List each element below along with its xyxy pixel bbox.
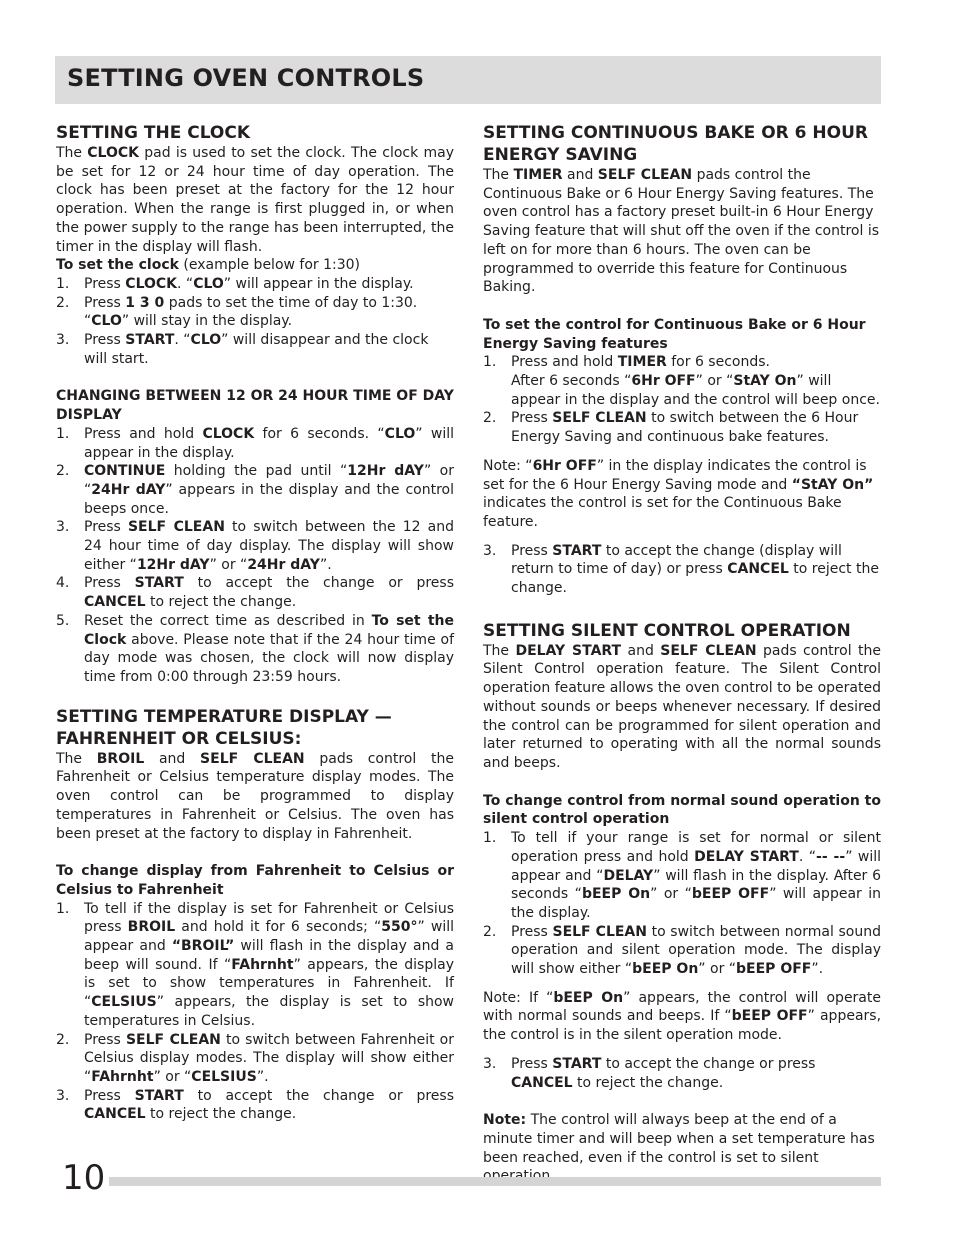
step-number: 4.: [56, 575, 70, 592]
bold-term: SELF CLEAN: [552, 410, 647, 427]
silent-final-note: Note: The control will always beep at the end of a minute timer and will beep when a set temperature has been reached, even if the control is set to silent: [483, 1112, 875, 1166]
step-text: To tell if your range is set for normal or silent operation press and hold DELAY START. “-- --” will appear and “DELAY” will flash in the display. After 6 seconds “bEEP On” or “bEEP OFF” will appear in the display.: [511, 830, 882, 921]
bold-term: SELF CLEAN: [200, 750, 305, 767]
step-number: 2.: [483, 923, 497, 940]
temperature-subhead: To change display from Fahrenheit to Celsius or Celsius to Fahrenheit: [56, 863, 454, 898]
page-number: 10: [62, 1158, 109, 1198]
step-number: 1.: [56, 900, 70, 917]
bold-term: BROIL: [96, 750, 145, 767]
changing-steps: [56, 425, 454, 687]
bold-term: CELSIUS: [191, 1068, 257, 1085]
bold-term: bEEP On: [632, 961, 699, 978]
step-number: 1.: [56, 425, 70, 442]
bold-term: START: [552, 542, 602, 559]
bold-term: BROIL: [127, 919, 176, 936]
continuous-subhead: To set the control for Continuous Bake or 6 Hour Energy Saving features: [483, 316, 866, 352]
step-item: [56, 900, 454, 1031]
step-number: 2.: [483, 410, 497, 427]
step-number: 1.: [483, 830, 497, 847]
bold-term: bEEP On: [553, 989, 624, 1006]
step-text: Press START to accept the change (display will return to time of day) or press CANCEL to reject the change.: [511, 542, 879, 597]
bold-term: FAhrnht: [231, 956, 294, 973]
bold-term: CLO: [193, 275, 224, 292]
step-text: Press START. “CLO” will disappear and the clock will start.: [84, 332, 429, 367]
bold-term: SELF CLEAN: [125, 1031, 221, 1048]
temperature-steps: [56, 900, 454, 1124]
step-item: [483, 409, 881, 446]
step-item: [56, 1031, 454, 1087]
bold-term: CANCEL: [727, 561, 789, 578]
clock-intro: The CLOCK pad is used to set the clock. The clock may be set for 12 or 24 hour time of day operation. The clock has been preset at the factory for the 12 hour operation. When the range is first plugged in, or when the power supply to the range has been interrupted, the timer in the display will flash.: [56, 145, 454, 255]
step-number: 3.: [483, 542, 497, 559]
bold-term: START: [134, 575, 184, 592]
step-text: Press 1 3 0 pads to set the time of day to 1:30. “CLO” will stay in the display.: [84, 294, 418, 330]
clock-steps: [56, 275, 454, 369]
bold-term: CLO: [91, 313, 122, 330]
clock-subhead-rest: (example below for 1:30): [178, 257, 361, 274]
bold-term: CELSIUS: [91, 994, 157, 1011]
bold-term: 12Hr dAY: [136, 556, 210, 573]
bold-term: 12Hr dAY: [347, 463, 424, 480]
bold-term: bEEP On: [581, 886, 651, 903]
bold-term: 550°: [381, 919, 418, 936]
step-text: Press and hold TIMER for 6 seconds.: [511, 354, 770, 371]
bold-term: CLO: [190, 332, 222, 349]
bold-term: START: [134, 1087, 184, 1104]
silent-note: Note: If “bEEP On” appears, the control will operate with normal sounds and beeps. If “bEEP OFF” appears, the control is in the silent operation mode.: [483, 989, 882, 1044]
step-text: Press START to accept the change or press CANCEL to reject the change.: [84, 1087, 455, 1123]
step-number: 2.: [56, 463, 70, 480]
silent-steps: [483, 829, 881, 979]
step-number: 3.: [56, 332, 70, 349]
footer-rule: [108, 1177, 881, 1186]
step-text: Press SELF CLEAN to switch between the 6 Hour Energy Saving and continuous bake features.: [511, 410, 859, 446]
step-item: [483, 923, 881, 979]
bold-term: DELAY: [603, 867, 654, 884]
step-item: [483, 1055, 881, 1092]
continuous-heading: SETTING CONTINUOUS BAKE OR 6 HOUR ENERGY SAVING: [483, 123, 868, 165]
step-number: 3.: [56, 519, 70, 536]
step-item: [56, 462, 454, 518]
silent-intro: The DELAY START and SELF CLEAN pads control the Silent Control operation feature. The Silent Control operation feature allows the oven control to be operated without sounds or beeps whenever necessary. If desired the control can be programmed for silent operation and later returned to operating with all the normal sounds and beeps.: [483, 642, 881, 771]
bold-term: -- --: [816, 848, 846, 865]
bold-term: Note:: [483, 1112, 527, 1129]
bold-term: “BROIL”: [171, 938, 235, 955]
clock-heading: SETTING THE CLOCK: [56, 123, 251, 143]
step-number: 3.: [56, 1087, 70, 1104]
bold-term: START: [552, 1055, 602, 1072]
bold-term: TIMER: [513, 167, 563, 183]
bold-term: 1 3 0: [125, 294, 165, 311]
bold-term: bEEP OFF: [691, 886, 770, 903]
step-item: [56, 331, 454, 368]
step-number: 1.: [483, 354, 497, 371]
bold-term: FAhrnht: [91, 1068, 154, 1085]
bold-term: CLOCK: [87, 145, 140, 161]
bold-term: CLOCK: [202, 425, 255, 442]
changing-heading: CHANGING BETWEEN 12 OR 24 HOUR TIME OF DAY DISPLAY: [56, 388, 454, 424]
bold-term: CLOCK: [125, 275, 178, 292]
silent-heading: SETTING SILENT CONTROL OPERATION: [483, 620, 851, 641]
bold-term: DELAY START: [694, 848, 799, 865]
silent-step-3: [483, 1055, 881, 1092]
bold-term: TIMER: [617, 354, 667, 371]
bold-term: CANCEL: [511, 1074, 573, 1091]
temperature-heading: SETTING TEMPERATURE DISPLAY — FAHRENHEIT OR CELSIUS:: [56, 706, 392, 749]
continuous-intro: The TIMER and SELF CLEAN pads control the Continuous Bake or 6 Hour Energy Saving features. The oven control has a factory preset built-in 6 Hour Energy Saving feature that will shut off the oven if the control is left on for more than 6 hours. The oven can be programmed to override this feature for Continuous Baking.: [483, 167, 880, 296]
step-text: Press SELF CLEAN to switch between normal sound operation and silent operation mode. The display will show either “bEEP On” or “bEEP OFF”.: [511, 923, 881, 978]
step-text: To tell if the display is set for Fahrenheit or Celsius press BROIL and hold it for 6 seconds; “550°” will appear and “BROIL” will flash in the display and a beep will sound. If “FAhrnht” appears, the display is set to show temperatures in Fahrenheit. If “CELSIUS” appears, the display is set to show temperatures in Celsius.: [84, 900, 454, 1029]
step-text: CONTINUE holding the pad until “12Hr dAY” or “24Hr dAY” appears in the display and the control beeps once.: [84, 463, 455, 517]
bold-term: SELF CLEAN: [660, 642, 757, 659]
continuous-step-3: [483, 542, 881, 598]
bold-term: CLO: [384, 425, 416, 442]
step-item: [56, 518, 454, 574]
right-column: [483, 122, 881, 1186]
step-extra-text: After 6 seconds “6Hr OFF” or “StAY On” will appear in the display and the control will beep once.: [511, 373, 880, 408]
step-item: [483, 829, 881, 923]
bold-term: SELF CLEAN: [552, 923, 647, 940]
bold-term: 24Hr dAY: [247, 556, 320, 573]
bold-term: DELAY START: [515, 642, 622, 659]
temperature-intro: The BROIL and SELF CLEAN pads control the Fahrenheit or Celsius temperature display modes. The oven control can be programmed to display temperatures in Fahrenheit or Celsius. The oven has been preset at the factory to display in Fahrenheit.: [56, 750, 454, 842]
continuous-steps: [483, 353, 881, 447]
bold-term: 6Hr OFF: [532, 457, 597, 474]
bold-term: StAY On: [733, 373, 797, 390]
bold-term: START: [125, 332, 175, 349]
continuous-note: Note: “6Hr OFF” in the display indicates the control is set for the 6 Hour Energy Saving mode and “StAY On” indicates the control is set for the Continuous Bake feature.: [483, 457, 874, 530]
step-item: [56, 1087, 454, 1124]
left-column: [56, 122, 454, 1124]
page-header-banner: [55, 56, 881, 104]
step-text: Press START to accept the change or press CANCEL to reject the change.: [511, 1055, 816, 1091]
step-item: [56, 275, 454, 294]
bold-term: SELF CLEAN: [127, 519, 225, 536]
step-item: [56, 294, 454, 331]
step-text: Press SELF CLEAN to switch between Fahrenheit or Celsius display modes. The display will show either “FAhrnht” or “CELSIUS”.: [84, 1031, 454, 1085]
clock-subhead-bold: To set the clock: [56, 257, 179, 274]
bold-term: bEEP OFF: [736, 961, 812, 978]
page-title: SETTING OVEN CONTROLS: [67, 64, 425, 92]
step-number: 2.: [56, 1031, 70, 1048]
bold-term: “StAY On”: [791, 476, 874, 493]
step-text: Press START to accept the change or press CANCEL to reject the change.: [84, 575, 455, 611]
bold-term: 6Hr OFF: [631, 373, 696, 390]
bold-term: CANCEL: [84, 594, 146, 611]
clock-subhead: [56, 256, 454, 275]
step-text: Press SELF CLEAN to switch between the 12 and 24 hour time of day display. The display will show either “12Hr dAY” or “24Hr dAY”.: [84, 519, 454, 573]
step-number: 2.: [56, 294, 70, 311]
step-item: [483, 353, 881, 409]
step-text: Reset the correct time as described in To set the Clock above. Please note that if the 24 hour time of day mode was chosen, the clock will now display time from 0:00 through 23:59 hours.: [84, 612, 455, 685]
bold-term: To set the Clock: [84, 612, 455, 648]
bold-term: CANCEL: [84, 1106, 146, 1123]
step-number: 1.: [56, 275, 70, 292]
step-text: Press and hold CLOCK for 6 seconds. “CLO” will appear in the display.: [84, 425, 455, 461]
silent-subhead: To change control from normal sound operation to silent control operation: [483, 792, 881, 828]
step-text: Press CLOCK. “CLO” will appear in the display.: [84, 275, 414, 292]
step-item: [56, 612, 454, 687]
step-item: [56, 574, 454, 611]
step-number: 5.: [56, 612, 70, 629]
step-item: [483, 542, 881, 598]
step-item: [56, 425, 454, 462]
step-number: 3.: [483, 1055, 497, 1072]
bold-term: SELF CLEAN: [597, 167, 693, 183]
bold-term: 24Hr dAY: [91, 481, 166, 498]
bold-term: CONTINUE: [84, 463, 166, 480]
bold-term: bEEP OFF: [731, 1008, 808, 1025]
